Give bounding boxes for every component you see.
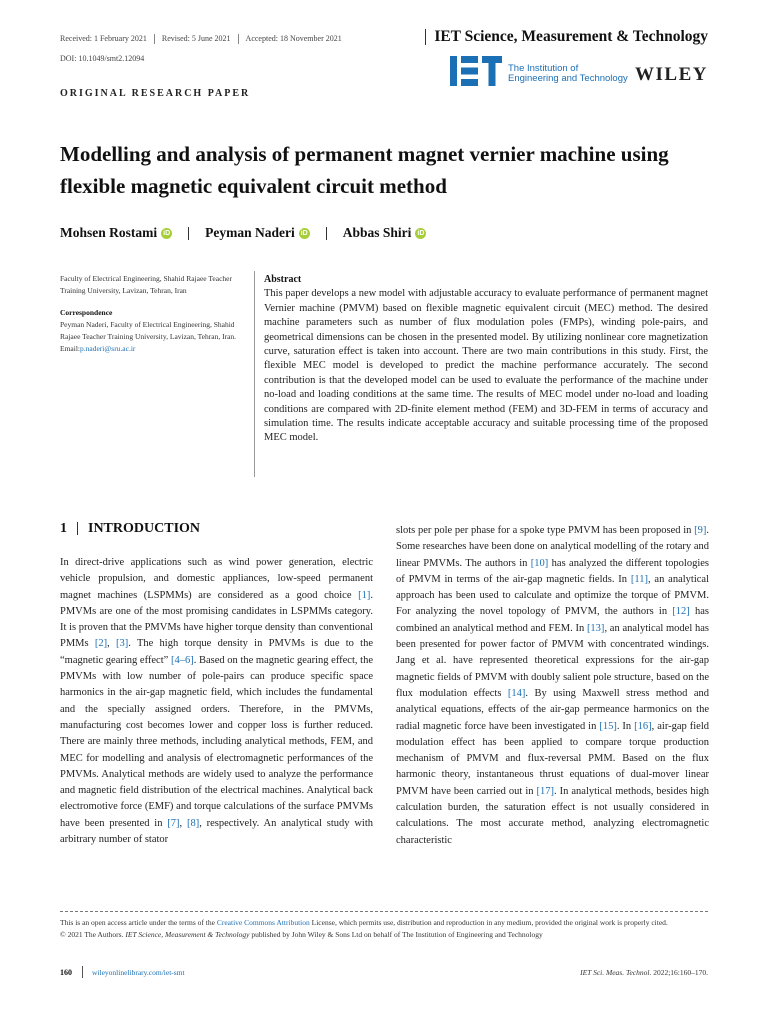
body-text: . The high torque density in PMVMs is due to the “magnetic gearing effect” — [60, 638, 373, 666]
journal-name: IET Science, Measurement & Technology — [425, 28, 708, 46]
citation-link[interactable]: [14] — [507, 687, 526, 699]
affiliation-text: Faculty of Electrical Engineering, Shahid Rajaee Teacher Training University, Lavizan, Tehran, Iran — [60, 274, 232, 295]
citation-link[interactable]: [7] — [167, 817, 180, 829]
body-text: , an analytical model has been presented for power factor of PMVM with concentrated windings. Jang et al. have represented theoretical expressions for the air-gap magnetic fields of PMVM with doubly salient pole structure, based on the flux modulation effects — [396, 622, 709, 699]
citation-link[interactable]: [8] — [186, 817, 200, 829]
citation-link[interactable]: [13] — [586, 622, 605, 634]
abstract-heading: Abstract — [264, 274, 302, 285]
citation-link[interactable]: [11] — [630, 573, 648, 585]
body-text: , — [107, 638, 117, 650]
section-heading: 1 INTRODUCTION — [60, 521, 201, 536]
citation-link[interactable]: [3] — [116, 638, 129, 650]
correspondence-title: Correspondence — [60, 308, 113, 317]
body-text: has combined an analytical method and FEM. In — [396, 606, 709, 634]
citation-link[interactable]: [9] — [694, 525, 707, 536]
body-text: . Based on the magnetic gearing effect, the PMVMs with low number of pole-pairs can produce specific space harmonics in the air-gap magnetic field, which includes the fundamental and the specially assigned orders. Therefore, in the PMVMs, manufacturing cost becomes lower and copper loss is further reduced. There are mainly three methods, including analytical methods, FEM, and MEC for modelling and analysis of electromagnetic performances of the PMVMs. Analytical methods are widely used to analyze the performance and magnetic field distribution of the electrical machines. Analytical back electromotive force (EMF) and torque calculations of the surface PMVMs have been presented in — [60, 654, 373, 829]
affiliation-block — [60, 273, 245, 355]
body-text: , — [179, 817, 187, 829]
accepted-date: Accepted: 18 November 2021 — [245, 34, 342, 43]
page-citation: IET Sci. Meas. Technol. 2022;16:160–170. — [580, 968, 708, 977]
body-text: , air-gap field modulation effect has been applied to compare torque production mechanism of PMVM and flux-reversal PMM. Based on the flux harmonic theory, instantaneous thrust equations of dual-mover linear PMVM have been carried out in — [396, 720, 709, 797]
body-text: has analyzed the different topologies of PMVM in terms of the air-gap magnetic fields. In — [396, 557, 710, 585]
citation-link[interactable]: [1] — [358, 589, 371, 601]
author-name[interactable]: Abbas Shiri — [342, 225, 412, 240]
footnote-divider — [60, 911, 708, 912]
body-text: , respectively. An analytical study with arbitrary number of stator — [60, 817, 374, 846]
body-text: . In analytical methods, besides high calculation burden, the saturation effect is not usually considered in calculations. The most accurate method, analyzing electromagnetic characteristic — [396, 785, 709, 846]
paper-type: ORIGINAL RESEARCH PAPER — [60, 88, 251, 99]
body-column-right — [396, 523, 709, 849]
iet-publisher-name: The Institution of Engineering and Technology — [508, 63, 628, 84]
orcid-icon[interactable]: iD — [163, 230, 171, 238]
citation-link[interactable]: [2] — [94, 638, 108, 650]
license-link[interactable]: Creative Commons Attribution — [216, 918, 310, 927]
author-name[interactable]: Peyman Naderi — [205, 225, 295, 240]
doi[interactable]: DOI: 10.1049/smt2.12094 — [60, 54, 145, 63]
citation-link[interactable]: [17] — [536, 785, 554, 797]
citation-link[interactable]: [15] — [599, 720, 617, 732]
dates-line — [60, 34, 342, 44]
citation-link[interactable]: [10] — [530, 557, 549, 569]
body-text: . In — [616, 720, 635, 732]
body-text: , an analytical approach has been used to calculate and optimize the torque of PMVM. For analyzing the novel topology of PMVM, the authors in — [396, 573, 709, 618]
body-text: . By using Maxwell stress method and analytical equations, effects of the air-gap permeance harmonics on the radial magnetic force have been investigated in — [396, 687, 709, 732]
abstract-text: This paper develops a new model with adjustable accuracy to evaluate performance of permanent magnet Vernier machine (PMVM) based on flexible magnetic equivalent circuit (MEC) method. The desired machine parameters such as number of flux modulation poles (FMPs), winding pole-pairs, and geometrical dimensions can be chosen in the presented model. By utilizing nonlinear core magnetization curve, saturation effect is taken into account. There are two main contributions in this study. First, the flexible MEC model is developed to predict the machine performance accurately. The second contribution is that the developed model can be used to evaluate the performance of the machine under no-load and loading conditions at the same time. The results of MEC model under no-load and loading conditions are compared with 2D-finite element method (FEM) and 3D-FEM in terms of accuracy and simulation time. The results indicate acceptable accuracy and suitable processing time of the proposed MEC model. — [264, 288, 708, 444]
body-column-left — [60, 555, 373, 848]
author-name[interactable]: Mohsen Rostami — [60, 225, 158, 240]
license-footnote: This is an open access article under the terms of the Creative Commons Attribution License, which permits use, distribution and reproduction in any medium, provided the original work is properly cited. © 2021 The Authors. IET Science, Measurement & Technology published by John Wiley & Sons Ltd on behalf of The Institution of Engineering and Technology — [60, 918, 668, 939]
received-date: Received: 1 February 2021 — [60, 34, 147, 43]
abstract-block — [264, 273, 708, 446]
body-text: . PMVMs are one of the most promising candidates in LSPMMs category. It is proven that the PMVMs have higher torque density than conventional PMMs — [60, 589, 373, 650]
body-text: slots per pole per phase for a spoke type PMVM has been proposed in — [396, 525, 695, 536]
orcid-icon[interactable]: iD — [300, 230, 308, 238]
iet-logo — [450, 56, 502, 86]
author-list — [60, 225, 426, 241]
body-text: . Some researches have been done on analytical modelling of the rotary and linear PMVMs. The authors in — [396, 525, 709, 569]
citation-link[interactable]: [16] — [634, 720, 652, 732]
correspondence-text: Peyman Naderi, Faculty of Electrical Engineering, Shahid Rajaee Teacher Training University, Lavizan, Tehran, Iran. — [60, 320, 237, 341]
citation-link[interactable]: [12] — [672, 606, 690, 618]
wiley-logo: WILEY — [635, 64, 708, 85]
orcid-icon[interactable]: iD — [417, 230, 425, 238]
revised-date: Revised: 5 June 2021 — [161, 34, 231, 43]
journal-url[interactable]: wileyonlinelibrary.com/iet-smt — [92, 968, 185, 977]
email-line: Email:p.naderi@sru.ac.ir — [60, 344, 136, 353]
citation-link[interactable]: [4–6] — [170, 654, 194, 666]
page-number: 160 — [60, 968, 72, 977]
footer-divider — [82, 966, 83, 978]
body-text: In direct-drive applications such as wind power generation, electric vehicle propulsion, and domestic appliances, low-speed permanent magnet machines (LSPMMs) are considered as a good choice — [60, 557, 373, 601]
paper-title: Modelling and analysis of permanent magnet vernier machine using flexible magnetic equivalent circuit method — [60, 142, 669, 198]
abstract-divider — [254, 271, 255, 477]
email-link[interactable]: p.naderi@sru.ac.ir — [80, 344, 136, 353]
